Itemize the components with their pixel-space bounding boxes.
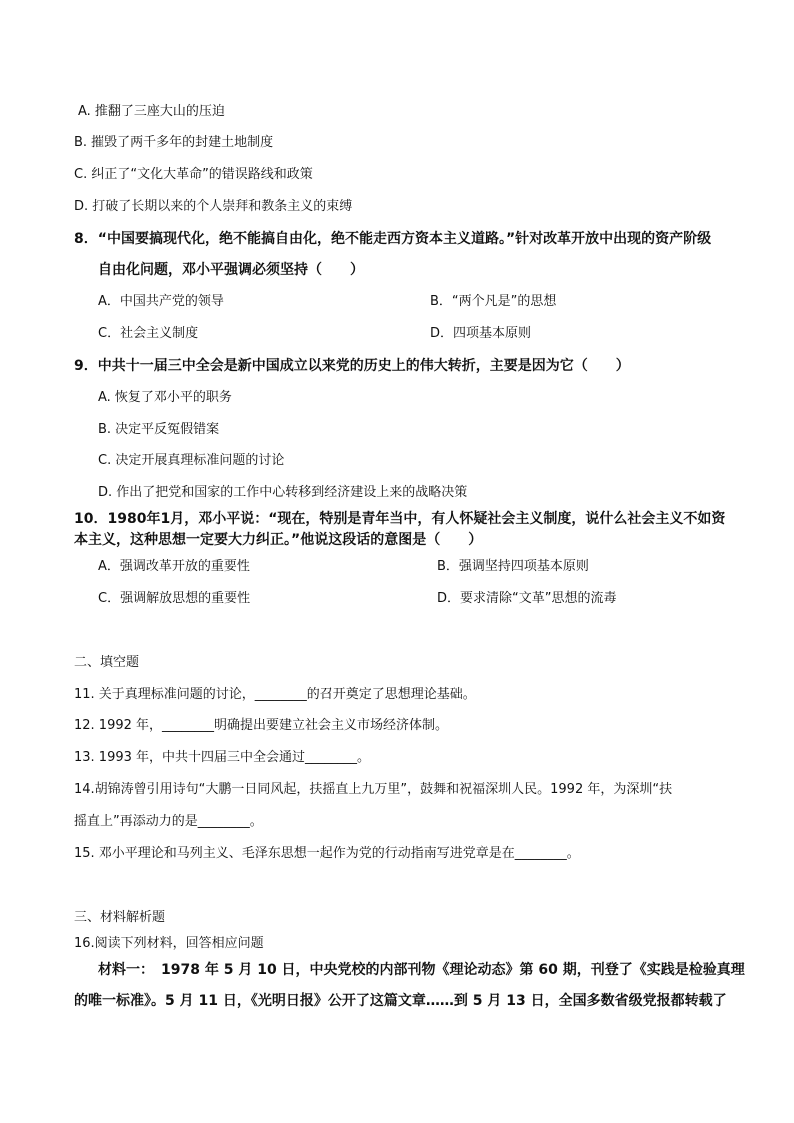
q10-option-a: A．强调改革开放的重要性	[98, 559, 250, 574]
q8-option-a: A．中国共产党的领导	[98, 294, 224, 309]
section-3-title: 三、材料解析题	[74, 910, 166, 925]
material-1-line2: 的唯一标准》。5 月 11 日，《光明日报》公开了这篇文章……到 5 月 13 日，全国多数省级党报都转载了	[74, 993, 727, 1009]
q7-option-b: B. 摧毁了两千多年的封建土地制度	[74, 135, 274, 150]
q10-stem-line1: 10．1980年1月，邓小平说：“现在，特别是青年当中，有人怀疑社会主义制度，说什么社会主义不如资	[74, 511, 726, 527]
q9-option-b: B. 决定平反冤假错案	[98, 422, 220, 437]
q13: 13. 1993 年，中共十四届三中全会通过________。	[74, 750, 371, 765]
q10-option-c: C．强调解放思想的重要性	[98, 591, 251, 606]
q8-option-d: D．四项基本原则	[430, 326, 532, 341]
q9-option-d: D. 作出了把党和国家的工作中心转移到经济建设上来的战略决策	[98, 485, 468, 500]
q8-stem-line1: 8．“中国要搞现代化，绝不能搞自由化，绝不能走西方资本主义道路。”针对改革开放中出现的资产阶级	[74, 231, 712, 247]
q15: 15. 邓小平理论和马列主义、毛泽东思想一起作为党的行动指南写进党章是在________。	[74, 846, 580, 861]
q8-option-b: B．“两个凡是”的思想	[430, 294, 557, 309]
q12: 12. 1992 年，________明确提出要建立社会主义市场经济体制。	[74, 718, 449, 733]
q10-option-b: B．强调坚持四项基本原则	[437, 559, 589, 574]
q16: 16.阅读下列材料，回答相应问题	[74, 936, 264, 951]
section-2-title: 二、填空题	[74, 655, 140, 670]
q8-option-c: C．社会主义制度	[98, 326, 199, 341]
q11: 11. 关于真理标准问题的讨论，________的召开奠定了思想理论基础。	[74, 687, 476, 702]
q9-option-c: C. 决定开展真理标准问题的讨论	[98, 453, 285, 468]
q7-option-a: A. 推翻了三座大山的压迫	[78, 104, 225, 119]
q9-stem: 9．中共十一届三中全会是新中国成立以来党的历史上的伟大转折，主要是因为它（ ）	[74, 358, 630, 374]
q10-stem-line2: 本主义，这种思想一定要大力纠正。”他说这段话的意图是（ ）	[74, 532, 483, 548]
q7-option-d: D. 打破了长期以来的个人崇拜和教条主义的束缚	[74, 199, 353, 214]
q9-option-a: A. 恢复了邓小平的职务	[98, 390, 232, 405]
material-1-line1: 材料一： 1978 年 5 月 10 日，中央党校的内部刊物《理论动态》第 60 期，刊登了《实践是检验真理	[98, 962, 745, 978]
q7-option-c: C. 纠正了“文化大革命”的错误路线和政策	[74, 167, 313, 182]
q14-line2: 摇直上”再添动力的是________。	[74, 814, 263, 829]
q14-line1: 14.胡锦涛曾引用诗句“大鹏一日同风起，扶摇直上九万里”，鼓舞和祝福深圳人民。1992 年，为深圳“扶	[74, 782, 673, 797]
q10-option-d: D．要求清除“文革”思想的流毒	[437, 591, 617, 606]
q8-stem-line2: 自由化问题，邓小平强调必须坚持（ ）	[98, 262, 364, 278]
